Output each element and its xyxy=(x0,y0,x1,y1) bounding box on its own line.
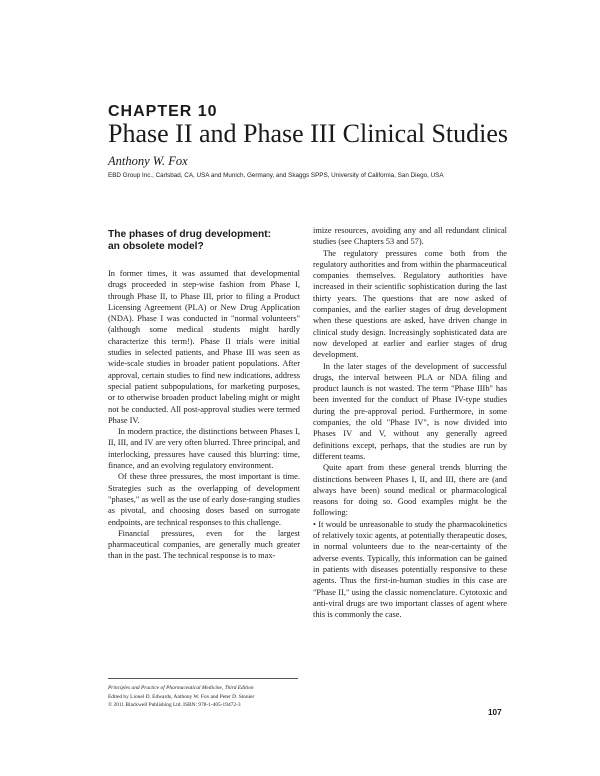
right-paragraph-4: Quite apart from these general trends blurring the distinctions between Phases I, II, and III, there are (and always have been) sound medical or pharmacological reasons for doing so. Good examples might be the following: xyxy=(313,463,507,518)
right-paragraph-1: imize resources, avoiding any and all redundant clinical studies (see Chapters 53 and 57). xyxy=(313,226,507,247)
book-copyright: © 2011 Blackwell Publishing Ltd. ISBN: 978-1-405-19472-3 xyxy=(108,702,241,709)
chapter-label: CHAPTER 10 xyxy=(108,103,218,120)
right-paragraph-3: In the later stages of the development of successful drugs, the interval between PLA or NDA filing and product launch is not wasted. The term "Phase IIIb" has been invented for the conduct of Phase IV-type studies during the pre-approval period. Furthermore, in some companies, the old "Phase IV", is now divided into Phases IV and V, without any generally agreed definitions except, perhaps, that the studies are run by different teams. xyxy=(313,361,507,461)
section-heading xyxy=(108,229,303,253)
section-heading-line2: an obsolete model? xyxy=(108,241,204,252)
right-paragraph-2: The regulatory pressures come both from the regulatory authorities and from within the pharmaceutical companies themselves. Regulatory authorities have increased in their scientific sophistication during the last thirty years. The questions that are now asked of companies, and the earlier stages of drug development when these questions are asked, have driven change in clinical study design. Increasingly sophisticated data are now developed at earlier and earlier stages of drug development. xyxy=(313,248,507,360)
footer-divider xyxy=(108,678,298,679)
book-footer xyxy=(108,684,308,710)
book-title: Principles and Practice of Pharmaceutical Medicine, Third Edition xyxy=(108,685,254,691)
author-name: Anthony W. Fox xyxy=(108,154,188,168)
left-paragraph-3: Of these three pressures, the most important is time. Strategies such as the overlapping of development "phases," as well as the use of early dose-ranging studies as pivotal, and choosing doses based on surrogate endpoints, are technical responses to this challenge. xyxy=(108,472,300,527)
left-paragraph-1: In former times, it was assumed that developmental drugs proceeded in step-wise fashion from Phase I, through Phase II, to Phase III, prior to filing a Product Licensing Agreement (PLA) or New Drug Application (NDA). Phase I was conducted in "normal volunteers" (although some medical students might hardly characterize this term!). Phase II trials were initial studies in selected patients, and Phase III was seen as wide-scale studies in broader patient populations. After approval, certain studies to find new indications, address special patient subpopulations, for marketing purposes, or to otherwise broaden product labeling might or might not be conducted. All post-approval studies were termed Phase IV. xyxy=(108,269,300,425)
page-number: 107 xyxy=(488,708,502,717)
left-paragraph-2: In modern practice, the distinctions between Phases I, II, III, and IV are very often blurred. Three principal, and interlocking, pressures have caused this blurring: time, finance, and an evolving regulatory environment. xyxy=(108,427,300,471)
section-heading-line1: The phases of drug development: xyxy=(108,229,272,240)
left-column xyxy=(108,268,300,562)
author-affiliation: EBD Group Inc., Carlsbad, CA, USA and Munich, Germany, and Skaggs SPPS, University of California, San Diego, USA xyxy=(108,172,444,179)
left-paragraph-4: Financial pressures, even for the largest pharmaceutical companies, are generally much greater than in the past. The technical response is to max- xyxy=(108,528,300,561)
right-bullet-1: • It would be unreasonable to study the pharmacokinetics of relatively toxic agents, at potentially therapeutic doses, in normal volunteers due to the near-certainty of the adverse events. Typically, this information can be gained in patients with diseases potentially responsive to these agents. Thus the first-in-human studies in this case are "Phase II," using the classic nomenclature. Cytotoxic and anti-viral drugs are two important classes of agent where this is commonly the case. xyxy=(313,519,507,620)
right-column xyxy=(313,225,507,620)
book-editors: Edited by Lionel D. Edwards, Anthony W. Fox and Peter D. Stonier xyxy=(108,693,255,700)
chapter-title: Phase II and Phase III Clinical Studies xyxy=(108,119,509,148)
